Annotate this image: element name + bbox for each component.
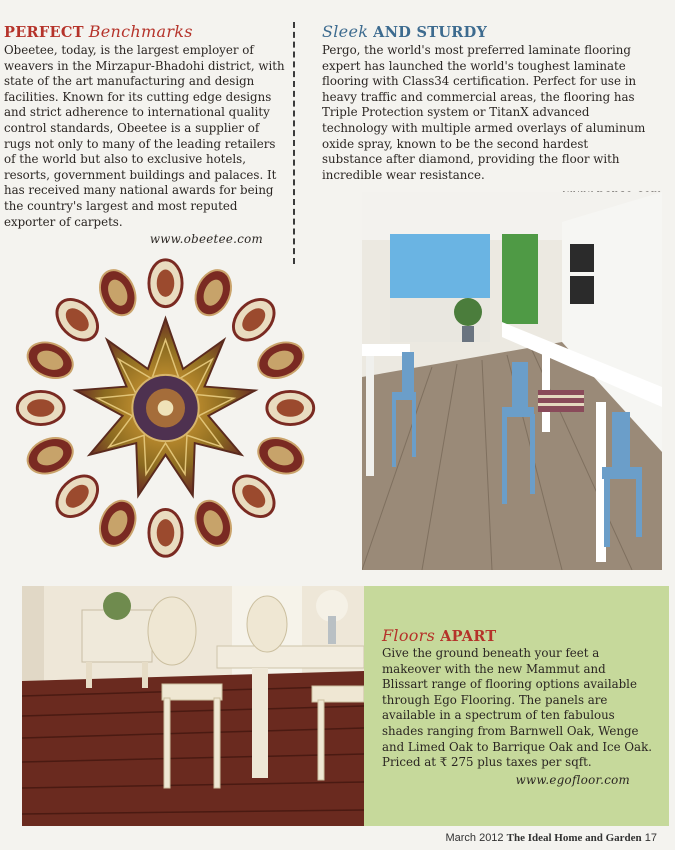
column-divider — [293, 22, 295, 264]
dining-room-floor-photo — [22, 586, 364, 826]
left-article-body: Obeetee, today, is the largest employer of weavers in the Mirzapur-Bhadohi district, with state of the art manufacturing and design facilities. Known for its cutting edge designs and strict adherence to international quality control standards, Obeetee is a supplier of rugs not only to many of the leading retailers of the world but also to exclusive hotels, resorts, government buildings and palaces. It has received many national awards for being the country's largest and most reputed exporter of carpets. — [4, 43, 285, 229]
footer-magazine: The Ideal Home and Garden — [506, 832, 642, 844]
floors-apart-box — [364, 586, 669, 826]
heading-script: Sleek — [322, 22, 369, 41]
right-article-heading — [322, 22, 652, 41]
footer-issue: March 2012 — [445, 832, 504, 844]
right-article-body: Pergo, the world's most preferred laminate flooring expert has launched the world's toughest laminate flooring with Class34 certification. Perfect for use in heavy traffic and commercial areas, the flooring has Triple Protection system or TitanX advanced technology with multiple armed overlays of aluminum oxide spray, known to be the second hardest substance after diamond, providing the floor with incredible wear resistance. — [322, 43, 646, 182]
carpet-medallion-image — [8, 252, 323, 564]
heading-caps: AND STURDY — [373, 24, 488, 41]
heading-caps: APART — [440, 628, 497, 645]
bottom-article-heading — [382, 626, 652, 645]
left-article — [4, 22, 287, 246]
bottom-article-body: Give the ground beneath your feet a makeover with the new Mammut and Blissart range of flooring options available through Ego Flooring. The panels are available in a spectrum of ten fabulous shades ranging from Barnwell Oak, Wenge and Limed Oak to Barrique Oak and Ice Oak. Priced at ₹ 275 plus taxes per sqft. — [382, 646, 652, 770]
left-article-heading — [4, 22, 287, 41]
page-footer — [445, 832, 657, 844]
medallion-star — [76, 318, 255, 495]
striped-cushion — [538, 390, 584, 412]
heading-script: Floors — [382, 626, 436, 645]
bottom-article-url[interactable]: www.egofloor.com — [515, 772, 630, 787]
left-article-url[interactable]: www.obeetee.com — [149, 232, 263, 247]
cafe-laminate-floor-photo — [362, 192, 662, 570]
right-article — [322, 22, 652, 201]
heading-caps: PERFECT — [4, 24, 84, 41]
footer-page-number: 17 — [644, 832, 657, 844]
heading-script: Benchmarks — [88, 22, 193, 41]
